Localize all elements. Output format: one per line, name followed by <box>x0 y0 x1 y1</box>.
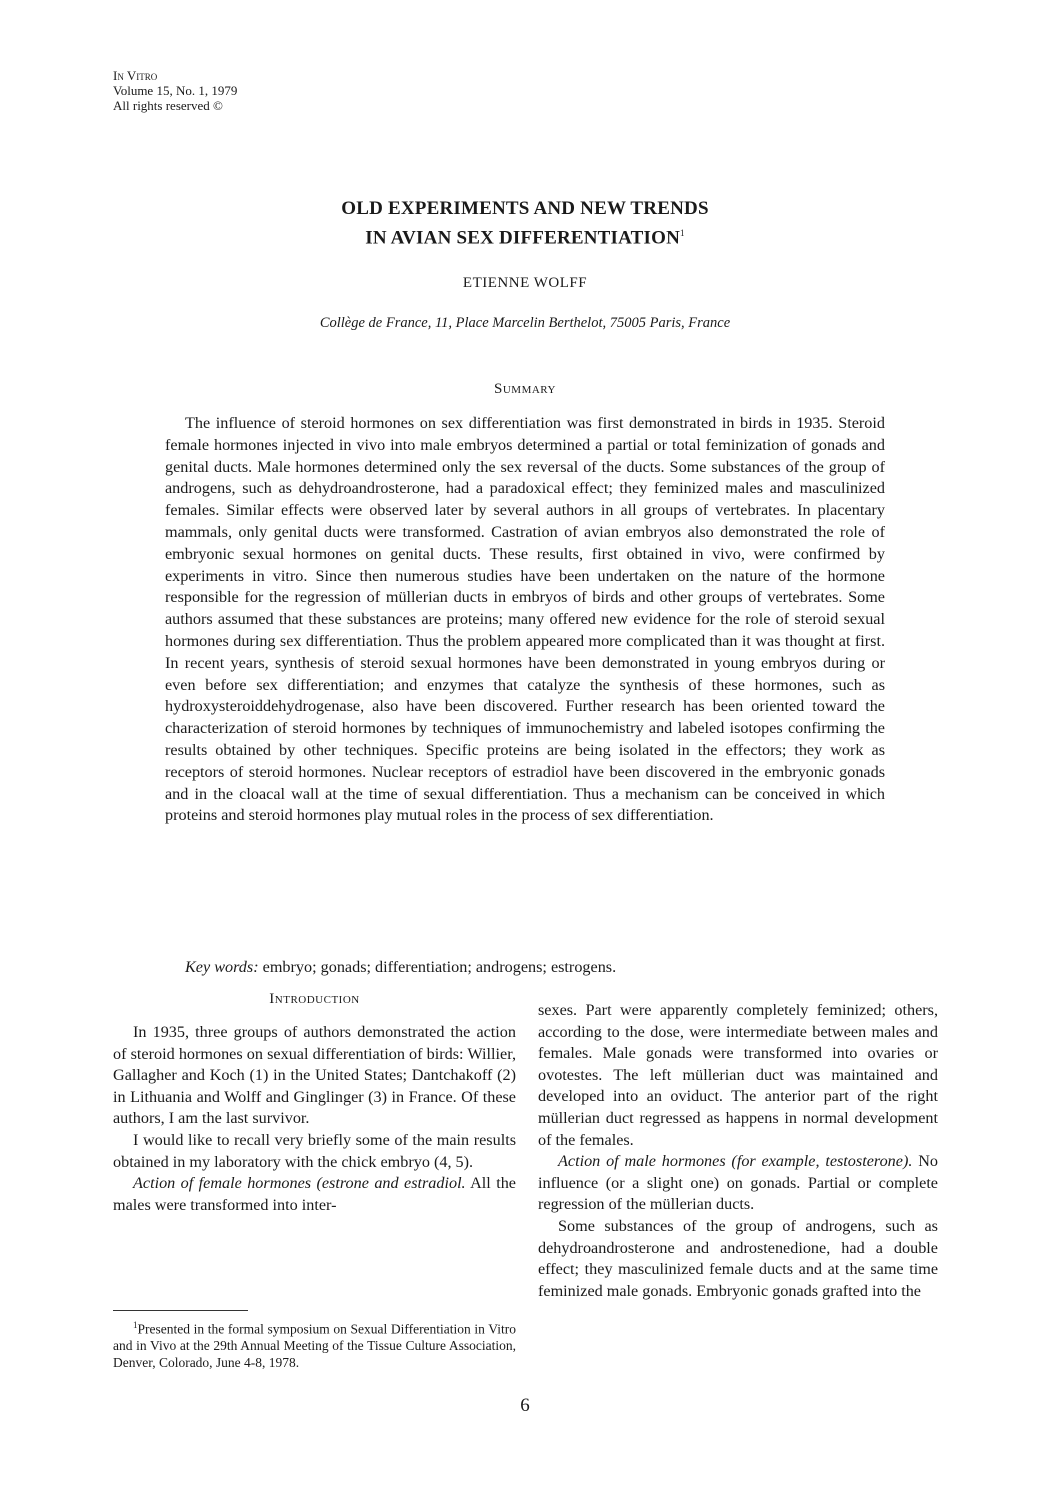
right-column <box>538 1000 938 1302</box>
intro-paragraph-3 <box>113 1173 516 1216</box>
page-number: 6 <box>520 1395 530 1416</box>
right-paragraph-2-text: No influence (or a slight one) on gonads. Partial or complete regression of the müllerian ducts. <box>538 1152 938 1214</box>
intro-paragraph-3-text: All the males were transformed into inter- <box>113 1174 516 1214</box>
author-name: ETIENNE WOLFF <box>462 275 588 291</box>
footnote <box>113 1317 516 1371</box>
footnote-rule <box>113 1310 248 1311</box>
right-paragraph-2 <box>538 1151 938 1216</box>
journal-name: In Vitro <box>113 68 158 83</box>
keywords-label: Key words: <box>185 958 259 976</box>
intro-paragraph-3-lead: Action of female hormones (estrone and estradiol. <box>133 1174 466 1193</box>
title-line-1: OLD EXPERIMENTS AND NEW TRENDS <box>341 198 709 219</box>
footnote-text: Presented in the formal symposium on Sexual Differentiation in Vitro and in Vivo at the 29th Annual Meeting of the Tissue Culture Association, Denver, Colorado, June 4-8, 1978. <box>113 1321 516 1370</box>
title-footnote-mark: 1 <box>680 228 685 238</box>
title-line-2: IN AVIAN SEX DIFFERENTIATION <box>365 227 681 249</box>
paper-title <box>0 196 1050 250</box>
keywords-text: embryo; gonads; differentiation; androgens; estrogens. <box>262 958 617 976</box>
introduction-heading: Introduction <box>269 991 360 1007</box>
right-paragraph-3: Some substances of the group of androgens, such as dehydroandrosterone and androstenedione, had a double effect; they masculinized female ducts and at the same time feminized male gonads. Embryonic gonads grafted into the <box>538 1216 938 1300</box>
intro-paragraph-2: I would like to recall very briefly some of the main results obtained in my laboratory with the chick embryo (4, 5). <box>113 1130 516 1171</box>
left-column <box>113 1022 516 1216</box>
journal-volume: Volume 15, No. 1, 1979 <box>113 83 238 98</box>
right-paragraph-2-lead: Action of male hormones (for example, testosterone). <box>558 1152 913 1171</box>
author-affiliation: Collège de France, 11, Place Marcelin Berthelot, 75005 Paris, France <box>319 315 731 331</box>
journal-rights: All rights reserved © <box>113 98 223 113</box>
summary-text: The influence of steroid hormones on sex differentiation was first demonstrated in birds in 1935. Steroid female hormones injected in vivo into male embryos determined a partial or total feminization of gonads and genital ducts. Male hormones determined only the sex reversal of the ducts. Some substances of the group of androgens, such as dehydroandrosterone, had a paradoxical effect; they feminized males and masculinized females. Similar effects were observed later by several authors in all groups of vertebrates. In placentary mammals, only genital ducts were transformed. Castration of avian embryos also demonstrated the role of embryonic sexual hormones on genital ducts. These results, first obtained in vivo, were confirmed by experiments in vitro. Since then numerous studies have been undertaken on the nature of the hormone responsible for the regression of müllerian ducts in embryos of birds and other groups of vertebrates. Some authors assumed that these substances are proteins; many offered new evidence for the role of steroid sexual hormones during sex differentiation. Thus the problem appeared more complicated than it was thought at first. In recent years, synthesis of steroid sexual hormones have been demonstrated in young embryos during or even before sex differentiation; and enzymes that catalyze the synthesis of these hormones, such as hydroxysteroiddehydrogenase, also have been discovered. Further research has been oriented toward the characterization of steroid hormones by techniques of immunochemistry and labeled isotopes confirming the results obtained by other techniques. Specific proteins are being isolated in the effectors; they work as receptors of steroid hormones. Nuclear receptors of estradiol have been discovered in the embryonic gonads and in the cloacal wall at the time of sexual differentiation. Thus a mechanism can be conceived in which proteins and steroid hormones play mutual roles in the process of sex differentiation. <box>165 414 885 825</box>
journal-header <box>113 68 237 113</box>
intro-paragraph-1: In 1935, three groups of authors demonstrated the action of steroid hormones on sexual differentiation of birds: Willier, Gallagher and Koch (1) in the United States; Dantchakoff (2) in Lithuania and Wolff and Ginglinger (3) in France. Of these authors, I am the last survivor. <box>113 1023 516 1128</box>
footnote-mark: 1 <box>133 1320 138 1330</box>
keywords <box>185 958 616 977</box>
summary-heading: Summary <box>494 381 556 397</box>
right-paragraph-1: sexes. Part were apparently completely feminized; others, according to the dose, were intermediate between males and females. Male gonads were transformed into ovaries or ovotestes. The left müllerian duct was maintained and developed into an oviduct. The anterior part of the right müllerian duct regressed as happens in normal development of the females. <box>538 1001 938 1149</box>
